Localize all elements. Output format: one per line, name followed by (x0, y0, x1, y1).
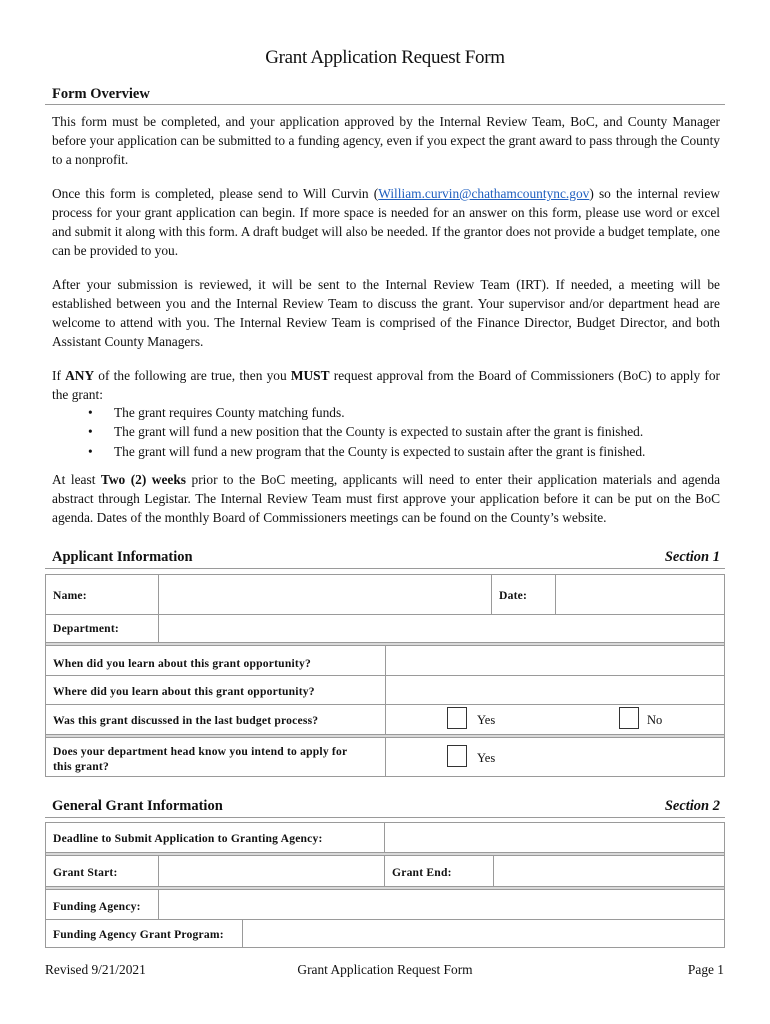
bullet-text: The grant requires County matching funds. (114, 405, 345, 420)
applicant-divider (45, 568, 725, 569)
funding-agency-label: Funding Agency: (53, 900, 141, 913)
general-info-heading: General Grant Information (52, 798, 223, 814)
name-field[interactable] (159, 575, 491, 614)
grant-start-field[interactable] (159, 856, 384, 886)
divider-line (384, 856, 385, 886)
department-label: Department: (53, 622, 119, 635)
p2-text-after: ) so the internal review process for your grant application can begin. If more space is needed for an answer on this form, please use word or excel and submit it along with this form. A draft budget will also be needed. If the grantor does not provide a budget template, one can be provided to you. (52, 186, 720, 258)
budget-yes-label: Yes (477, 713, 496, 727)
dept-head-yes-checkbox[interactable] (447, 745, 467, 767)
form-overview-heading: Form Overview (52, 86, 150, 102)
divider-line (385, 738, 386, 776)
p5-text-a: At least (52, 472, 101, 487)
overview-paragraph-2 (52, 184, 720, 260)
general-divider (45, 817, 725, 818)
p4-text-b: of the following are true, then you (94, 368, 291, 383)
overview-paragraph-5 (52, 470, 720, 527)
grant-end-label: Grant End: (392, 866, 452, 879)
footer-title: Grant Application Request Form (297, 962, 473, 977)
dept-head-yes-label: Yes (477, 751, 496, 765)
section-2-label: Section 2 (664, 798, 720, 814)
deadline-label: Deadline to Submit Application to Granting Agency: (53, 832, 323, 845)
dept-head-label (53, 744, 347, 774)
section-1-label: Section 1 (664, 549, 720, 565)
department-field[interactable] (159, 615, 724, 642)
footer-revised: Revised 9/21/2021 (45, 962, 146, 977)
p4-must: MUST (290, 368, 330, 383)
email-link[interactable]: William.curvin@chathamcountync.gov (378, 186, 590, 201)
funding-agency-field[interactable] (159, 890, 724, 919)
where-learned-field[interactable] (386, 676, 724, 704)
budget-no-checkbox[interactable] (619, 707, 639, 729)
overview-paragraph-4 (52, 366, 720, 404)
deadline-field[interactable] (385, 823, 724, 852)
budget-process-label: Was this grant discussed in the last budget process? (53, 714, 319, 727)
where-learned-label: Where did you learn about this grant opportunity? (53, 685, 315, 698)
divider-line (46, 704, 724, 705)
p5-text-b: prior to the BoC meeting, applicants will need to enter their application materials and agenda abstract through Legistar. The Internal Review Team must first approve your application before it can be put on the BoC agenda. Dates of the monthly Board of Commissioners meetings can be found on the County’s website. (52, 472, 721, 525)
date-label: Date: (499, 589, 528, 602)
when-learned-label: When did you learn about this grant opportunity? (53, 657, 311, 670)
footer-page-number: Page 1 (687, 962, 724, 977)
bullet-text: The grant will fund a new position that the County is expected to sustain after the grant is finished. (114, 424, 644, 439)
budget-no-label: No (647, 713, 663, 727)
bullet-text: The grant will fund a new program that the County is expected to sustain after the grant is finished. (114, 444, 646, 459)
general-table (45, 822, 725, 948)
p4-text-a: If (52, 368, 66, 383)
grant-end-field[interactable] (494, 856, 724, 886)
overview-paragraph-3: After your submission is reviewed, it will be sent to the Internal Review Team (IRT). If needed, a meeting will be established between you and the Internal Review Team to discuss the grant. Your supervisor and/or department head are welcome to attend with you. The Internal Review Team is comprised of the Finance Director, Budget Director, and both Assistant County Managers. (52, 277, 720, 349)
grant-program-label: Funding Agency Grant Program: (53, 928, 224, 941)
p4-text-c: request approval from the Board of Commissioners (BoC) to apply for the grant: (52, 368, 720, 402)
name-label: Name: (53, 589, 87, 602)
p5-two-weeks: Two (2) weeks (100, 472, 187, 487)
overview-paragraph-1: This form must be completed, and your application approved by the Internal Review Team, BoC, and County Manager before your application can be submitted to a funding agency, even if you expect the grant award to pass through the County to a nonprofit. (52, 114, 720, 167)
date-field[interactable] (556, 575, 724, 614)
when-learned-field[interactable] (386, 646, 724, 674)
divider-line (491, 575, 492, 614)
bullet-item: • The grant requires County matching funds. (88, 405, 345, 420)
grant-program-field[interactable] (243, 920, 724, 947)
bullet-item: • The grant will fund a new program that the County is expected to sustain after the grant is finished. (88, 444, 646, 459)
p2-text-before: Once this form is completed, please send to Will Curvin ( (52, 186, 379, 201)
bullet-item: • The grant will fund a new position that the County is expected to sustain after the grant is finished. (88, 424, 644, 439)
applicant-table (45, 574, 725, 777)
applicant-info-heading: Applicant Information (52, 549, 193, 565)
grant-start-label: Grant Start: (53, 866, 118, 879)
p4-any: ANY (65, 368, 95, 383)
page-title: Grant Application Request Form (265, 47, 505, 68)
budget-yes-checkbox[interactable] (447, 707, 467, 729)
dept-head-line-2: this grant? (53, 760, 109, 773)
overview-divider (45, 104, 725, 105)
dept-head-line-1: Does your department head know you intend to apply for (53, 745, 348, 758)
